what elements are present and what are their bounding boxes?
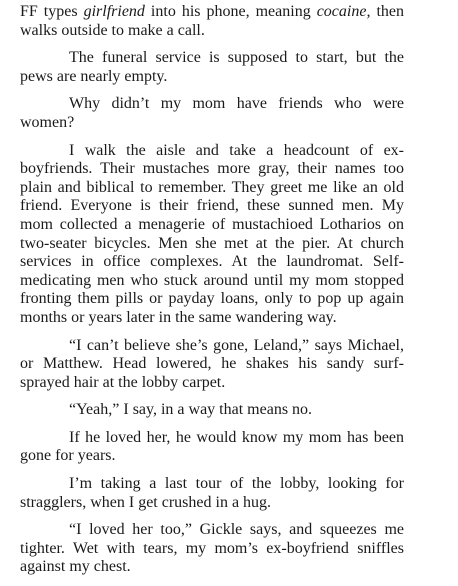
paragraph-9	[20, 521, 404, 577]
text-segment: I walk the aisle and take a headcount of ex-boyfriends. Their mustaches more gray, their names too plain and biblical to remember. They greet me like an old friend. Everyone is their friend, these sunned men. My mom collected a menagerie of mustachioed Lotharios on two-seater bicycles. Men she met at the pier. At church services in office complexes. At the laundromat. Self-medicating men who stuck around until my mom stopped fronting them pills or payday loans, only to pop up again months or years later in the same wandering way.	[20, 141, 404, 326]
text-segment: If he loved her, he would know my mom has been gone for years.	[20, 428, 404, 465]
paragraph-4	[20, 142, 404, 328]
text-column	[20, 3, 404, 586]
text-segment: Why didn’t my mom have friends who were women?	[20, 95, 404, 131]
paragraph-8	[20, 475, 404, 512]
paragraph-5	[20, 337, 404, 393]
paragraph-7	[20, 429, 404, 466]
text-segment: I’m taking a last tour of the lobby, looking for stragglers, when I get crushed in a hug.	[20, 475, 404, 511]
paragraph-1	[20, 3, 404, 40]
text-segment: “I loved her too,” Gickle says, and squeezes me tighter. Wet with tears, my mom’s ex-boyfriend sniffles against my chest.	[20, 521, 404, 576]
text-segment: then walks outside to make a call.	[20, 3, 405, 39]
text-segment: FF types	[20, 3, 84, 20]
text-segment: “Yeah,” I say, in a way that means no.	[69, 401, 313, 419]
text-segment: The funeral service is supposed to start, but the pews are nearly empty.	[20, 49, 404, 85]
italic-text-segment: cocaine,	[316, 3, 371, 20]
paragraph-2	[20, 49, 404, 86]
paragraph-3	[20, 95, 404, 132]
italic-text-segment: girlfriend	[83, 3, 145, 20]
text-segment: “I can’t believe she’s gone, Leland,” says Michael, or Matthew. Head lowered, he shakes his sandy surf-sprayed hair at the lobby carpet.	[20, 336, 404, 391]
paragraph-6	[20, 401, 404, 420]
text-segment: into his phone, meaning	[144, 3, 317, 20]
